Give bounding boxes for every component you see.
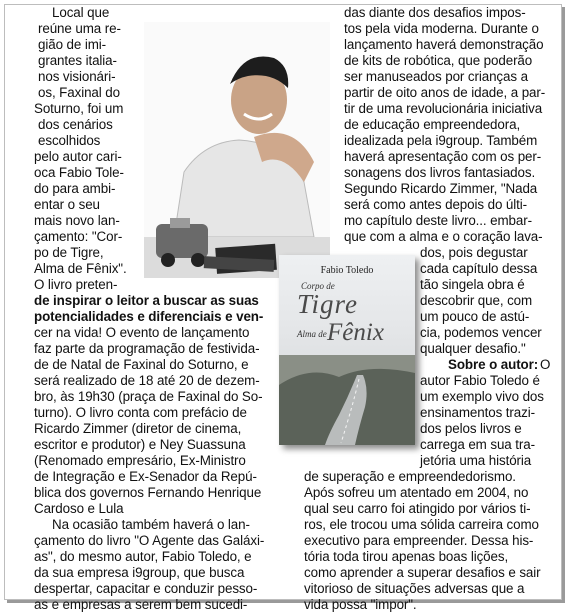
text-line: sonagens dos livros fantasiados. [344,165,536,180]
text-line: Segundo Ricardo Zimmer, "Nada [344,181,538,196]
text-line: dos pelos livros e [420,421,522,436]
text-line: Ricardo Zimmer (diretor de cinema, [34,421,242,436]
text-line: será realizado de 18 até 20 de dezem- [34,373,260,388]
text-line: será como antes depois do últi- [344,197,527,212]
text-line: po de Tigre, [34,245,104,260]
text-line: Na ocasião também haverá o lan- [52,517,250,532]
text-line: O [540,357,551,372]
text-line: Local que [52,5,110,20]
text-line: faz parte da programação de festivida- [34,341,260,356]
text-line: um exemplo vivo dos [420,389,544,404]
text-line: nos visionári- [38,69,116,84]
text-line: das diante dos desafios impos- [344,5,526,20]
text-line: pelo autor cari- [34,149,122,164]
text-line: vitorioso de situações adversas que a [304,581,525,596]
text-line: Soturno, foi um [34,101,124,116]
text-line: de inspirar o leitor a buscar as suas [34,293,259,308]
text-line: ser manuseados por crianças a [344,69,528,84]
text-line: cia, podemos vencer [420,325,542,340]
text-line: idealizada pela i9group. Também [344,133,538,148]
text-line: blica dos governos Fernando Henrique [34,485,262,500]
book-cover [279,255,415,445]
text-line: como aprender a superar desafios e sair [304,565,541,580]
author-photo [144,22,330,278]
text-line: descobrir que, com [420,293,533,308]
text-line: mo capítulo deste livro... embar- [344,213,532,228]
text-line: ensinamentos trazi- [420,405,535,420]
text-line: grantes italia- [38,53,117,68]
book-title-corpo-de: Corpo de [301,281,335,291]
text-line: da sua empresa i9group, que busca [34,565,245,580]
text-line: os, Faxinal do [38,85,120,100]
text-line: entar o seu [34,197,100,212]
text-line: de educação empreendedora, [344,117,521,132]
text-line: Cardoso e Lula [34,501,124,516]
book-author: Fabio Toledo [320,265,374,276]
text-line: tória toda tirou apenas boas lições, [304,549,509,564]
text-line: escolhidos [38,133,101,148]
text-line: tir de uma revolucionária iniciativa [344,101,543,116]
text-line: despertar, capacitar e conduzir pesso- [34,581,258,596]
text-line: reúne uma re- [38,21,121,36]
text-line: çamento: "Cor- [34,229,123,244]
text-line: escritor e produtor) e Ney Suassuna [34,437,246,452]
text-line: de Integração e Ex-Senador da Repú- [34,469,257,484]
text-line: cada capítulo dessa [420,261,538,276]
text-line: carrega em sua tra- [420,437,535,452]
book-title-alma-de: Alma de [297,329,327,339]
text-line: as e empresas a serem bem sucedi- [34,597,248,612]
text-line: dos, pois degustar [420,245,528,260]
text-line: ros, ele trocou uma sólida carreira como [304,517,539,532]
text-line: haverá apresentação com os per- [344,149,542,164]
text-line: oca Fabio Tole- [34,165,124,180]
text-line: çamento do livro "O Agente das Galáxi- [34,533,265,548]
text-line: cer na vida! O evento de lançamento [34,325,250,340]
text-line: qualquer desafio." [420,341,526,356]
text-line: partir de oito anos de idade, a par- [344,85,546,100]
book-title-fenix: Fênix [327,319,384,346]
text-line: O livro preten- [34,277,118,292]
text-line: vida possa "impor". [304,597,417,612]
text-line: jetória uma história [420,453,532,468]
text-line: de de Natal de Faxinal do Soturno, e [34,357,249,372]
text-line: (Renomado empresário, Ex-Ministro [34,453,246,468]
text-line: autor Fabio Toledo é [420,373,540,388]
text-line: turno). O livro conta com prefácio de [34,405,247,420]
text-line: um pouco de astú- [420,309,530,324]
text-line: Alma de Fênix". [34,261,127,276]
text-line: tos pela vida moderna. Durante o [344,21,539,36]
text-line: mais novo lan- [34,213,120,228]
text-line: que com a alma e o coração lava- [344,229,543,244]
text-line: do para ambi- [34,181,116,196]
text-line: de superação e empreendedorismo. [304,469,516,484]
text-line: lançamento haverá demonstração [344,37,544,52]
text-line: bro, às 19h30 (praça de Faxinal do So- [34,389,263,404]
road-illustration [279,355,415,445]
text-line: Após sofreu um atentado em 2004, no [304,485,529,500]
text-line: gião de imi- [38,37,107,52]
text-line: qual seu carro foi atingido por vários ti- [304,501,531,516]
text-line: tão singela obra é [420,277,525,292]
book-title-tigre: Tigre [297,289,359,319]
text-line: executivo para empreender. Dessa his- [304,533,534,548]
text-line: de kits de robótica, que poderão [344,53,533,68]
text-line: as", do mesmo autor, Fabio Toledo, e [34,549,252,564]
text-line: dos cenários [38,117,113,132]
text-line: potencialidades e diferenciais e ven- [34,309,264,324]
text-line: Sobre o autor: [448,357,539,372]
